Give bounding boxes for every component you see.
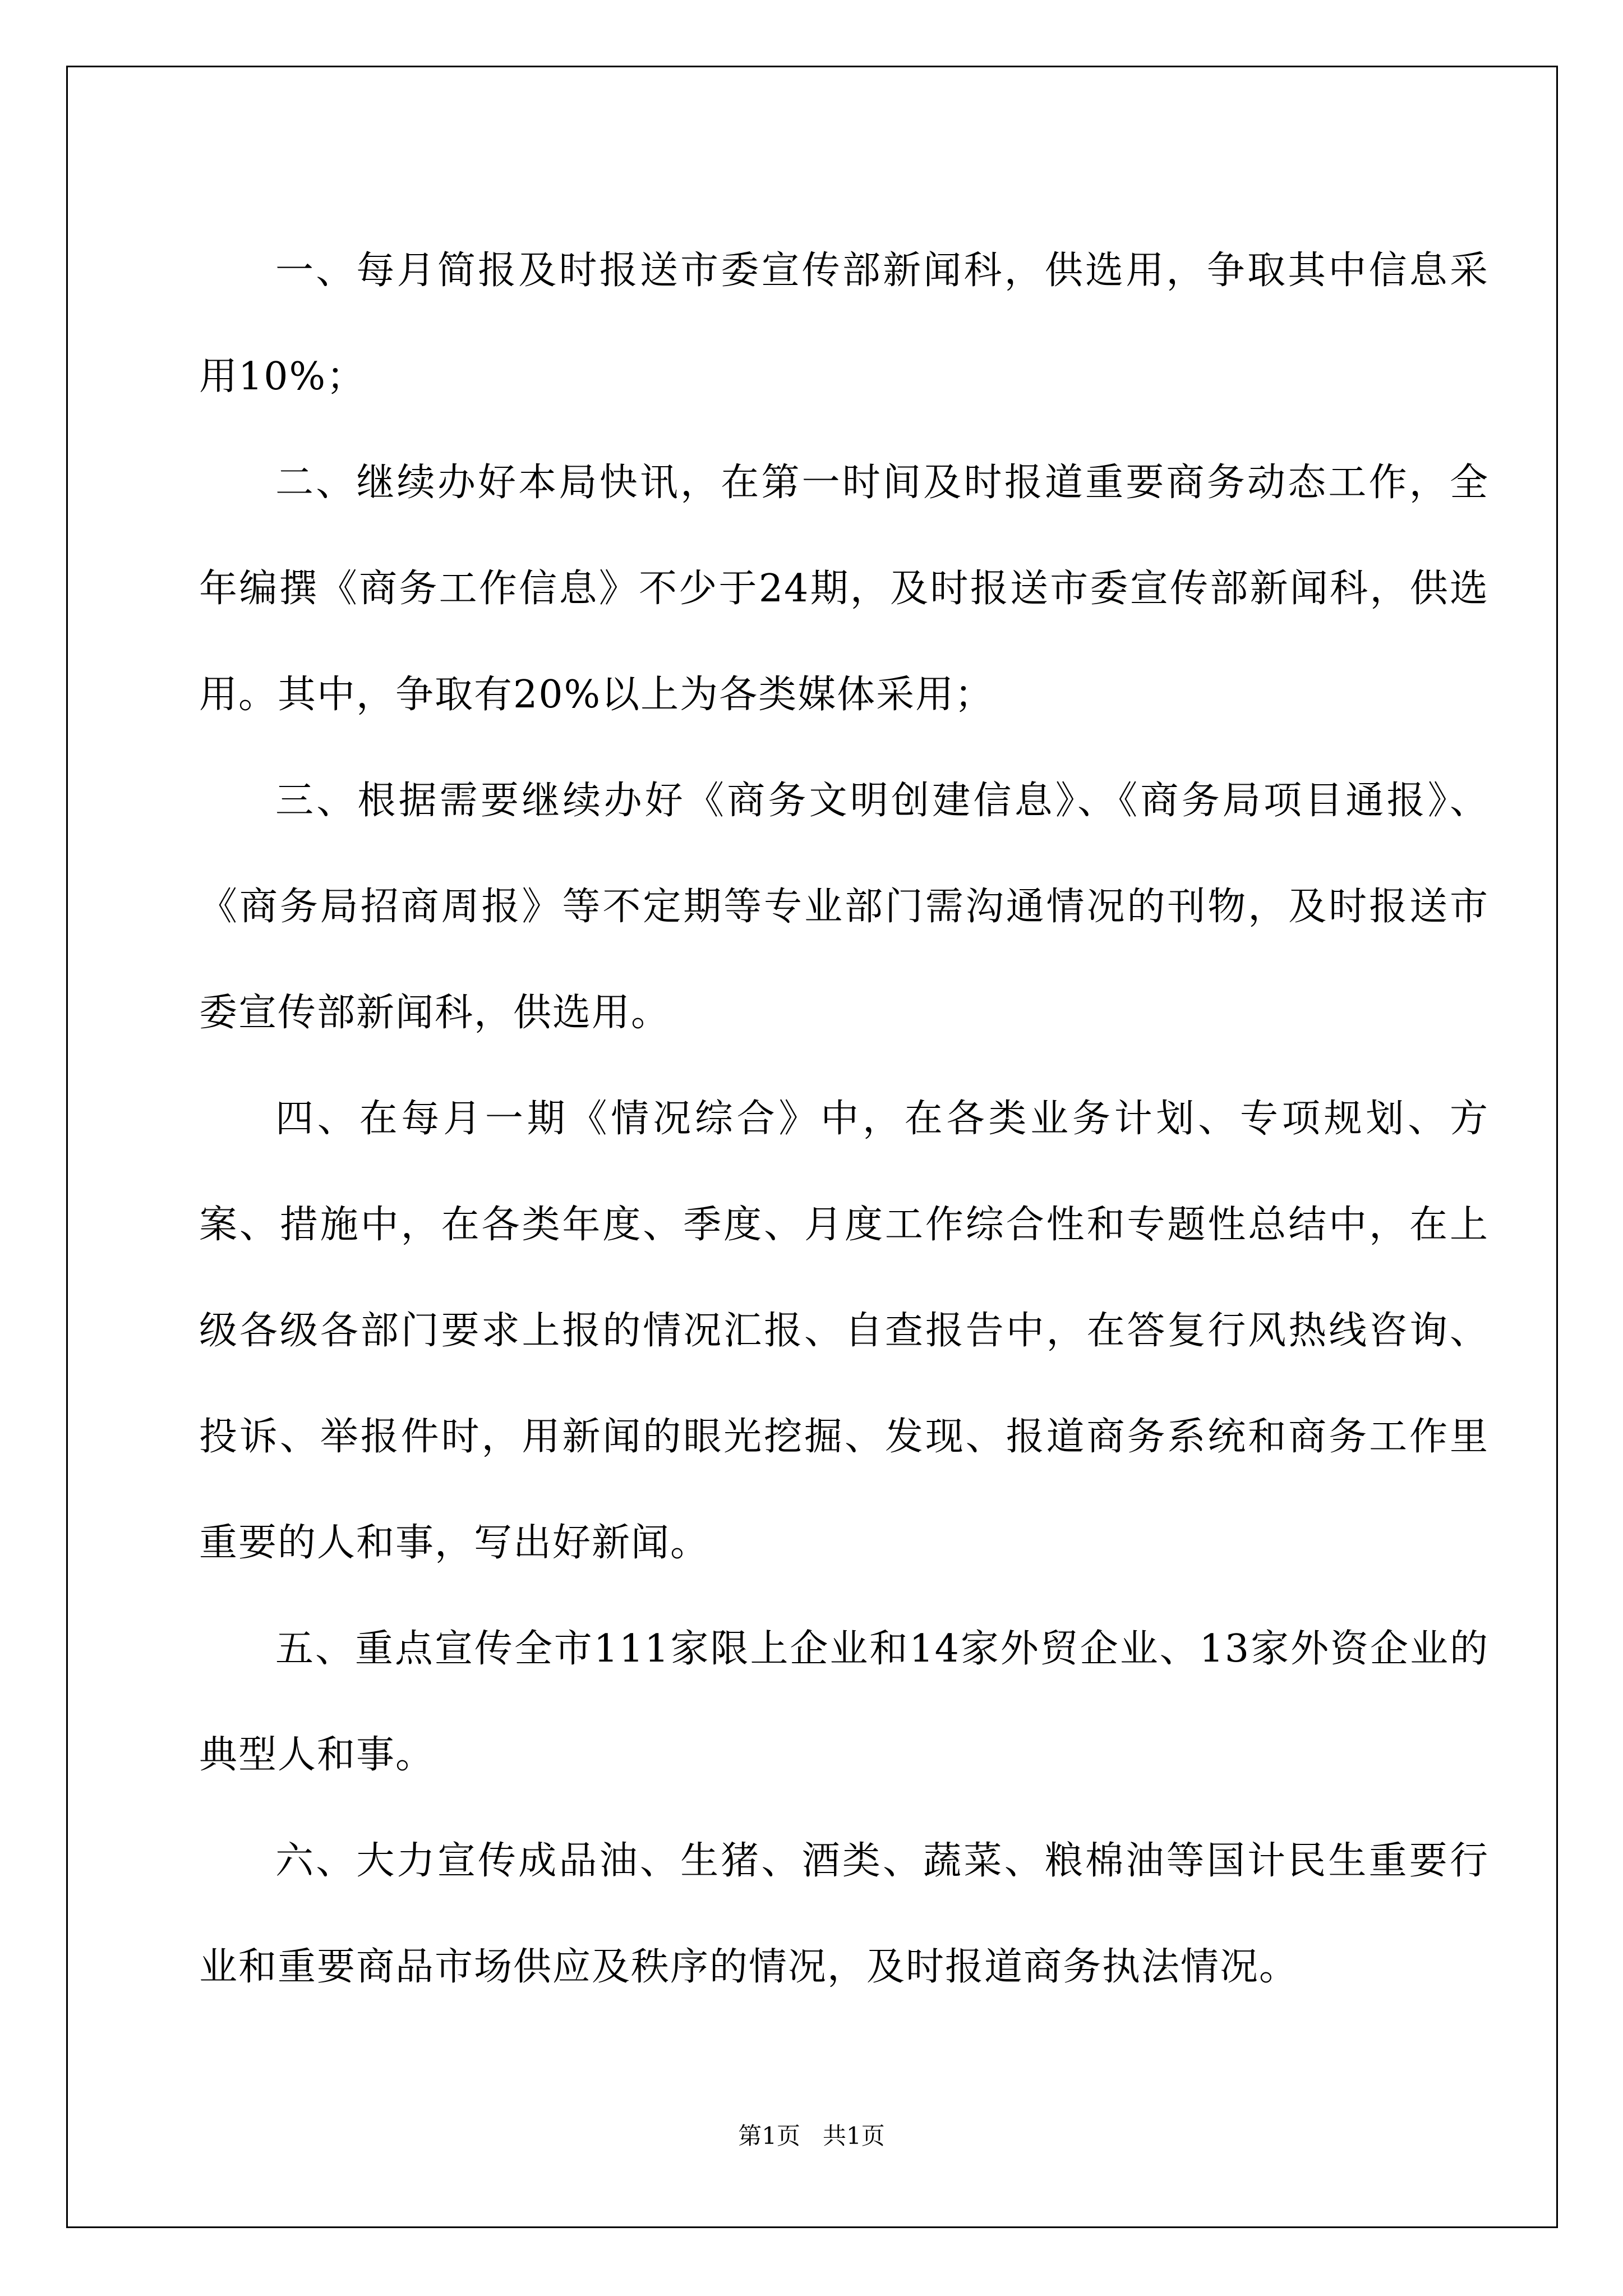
paragraph-5: 五、重点宣传全市111家限上企业和14家外贸企业、13家外资企业的典型人和事。 xyxy=(199,1627,1489,1777)
paragraph-1: 一、每月简报及时报送市委宣传部新闻科，供选用，争取其中信息采用10%； xyxy=(199,249,1489,399)
paragraph-2: 二、继续办好本局快讯，在第一时间及时报道重要商务动态工作，全年编撰《商务工作信息》不少于24期，及时报送市委宣传部新闻科，供选用。其中，争取有20%以上为各类媒体采用； xyxy=(199,461,1489,717)
page-footer xyxy=(0,2119,1623,2153)
paragraph-6: 六、大力宣传成品油、生猪、酒类、蔬菜、粮棉油等国计民生重要行业和重要商品市场供应及秩序的情况，及时报道商务执法情况。 xyxy=(199,1839,1489,1989)
document-body xyxy=(199,218,1489,2020)
paragraph-3: 三、根据需要继续办好《商务文明创建信息》、《商务局项目通报》、《商务局招商周报》等不定期等专业部门需沟通情况的刊物，及时报送市委宣传部新闻科，供选用。 xyxy=(199,779,1489,1035)
page-number-total: 共1页 xyxy=(823,2122,885,2150)
paragraph-4: 四、在每月一期《情况综合》中，在各类业务计划、专项规划、方案、措施中，在各类年度、季度、月度工作综合性和专题性总结中，在上级各级各部门要求上报的情况汇报、自查报告中，在答复行风热线咨询、投诉、举报件时，用新闻的眼光挖掘、发现、报道商务系统和商务工作里重要的人和事，写出好新闻。 xyxy=(199,1097,1489,1565)
page-number-current: 第1页 xyxy=(738,2122,800,2150)
